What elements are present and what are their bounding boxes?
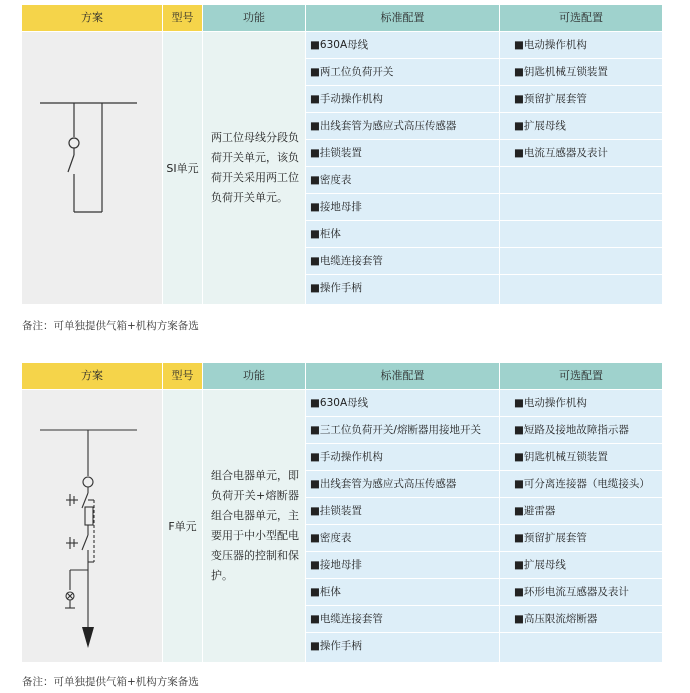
list-item: ■操作手柄 bbox=[306, 633, 499, 662]
standard-list bbox=[306, 390, 499, 662]
list-item: ■柜体 bbox=[306, 221, 499, 247]
table-si-unit bbox=[22, 5, 662, 305]
list-item: ■短路及接地故障指示器 bbox=[500, 417, 662, 443]
header-function: 功能 bbox=[203, 363, 305, 389]
list-item: ■柜体 bbox=[306, 579, 499, 605]
list-item bbox=[500, 194, 662, 220]
function-cell bbox=[203, 390, 305, 662]
f-circuit-diagram bbox=[22, 390, 162, 662]
list-item: ■钥匙机械互锁装置 bbox=[500, 444, 662, 470]
scheme-diagram-f bbox=[22, 390, 162, 662]
si-circuit-diagram bbox=[22, 32, 162, 304]
list-item: ■电流互感器及表计 bbox=[500, 140, 662, 166]
list-item bbox=[500, 275, 662, 304]
list-item: ■630A母线 bbox=[306, 32, 499, 58]
list-item: ■高压限流熔断器 bbox=[500, 606, 662, 632]
list-item bbox=[500, 633, 662, 662]
standard-list bbox=[306, 32, 499, 304]
list-item: ■电缆连接套管 bbox=[306, 248, 499, 274]
list-item bbox=[500, 167, 662, 193]
list-item: ■两工位负荷开关 bbox=[306, 59, 499, 85]
list-item: ■密度表 bbox=[306, 167, 499, 193]
header-standard: 标准配置 bbox=[306, 363, 499, 389]
list-item: ■避雷器 bbox=[500, 498, 662, 524]
header-scheme: 方案 bbox=[22, 363, 162, 389]
list-item: ■环形电流互感器及表计 bbox=[500, 579, 662, 605]
note-text: 备注：可单独提供气箱+机构方案备选 bbox=[22, 320, 199, 332]
list-item: ■扩展母线 bbox=[500, 552, 662, 578]
model-cell: F单元 bbox=[163, 390, 202, 662]
list-item: ■扩展母线 bbox=[500, 113, 662, 139]
header-optional: 可选配置 bbox=[500, 363, 662, 389]
list-item: ■电动操作机构 bbox=[500, 390, 662, 416]
list-item: ■预留扩展套管 bbox=[500, 86, 662, 112]
list-item: ■钥匙机械互锁装置 bbox=[500, 59, 662, 85]
list-item: ■手动操作机构 bbox=[306, 444, 499, 470]
list-item: ■电动操作机构 bbox=[500, 32, 662, 58]
header-scheme: 方案 bbox=[22, 5, 162, 31]
optional-list bbox=[500, 390, 662, 662]
table-f-unit bbox=[22, 363, 662, 663]
header-function: 功能 bbox=[203, 5, 305, 31]
list-item: ■接地母排 bbox=[306, 552, 499, 578]
list-item bbox=[500, 248, 662, 274]
list-item: ■电缆连接套管 bbox=[306, 606, 499, 632]
list-item bbox=[500, 221, 662, 247]
header-standard: 标准配置 bbox=[306, 5, 499, 31]
function-text: 两工位母线分段负荷开关单元，该负荷开关采用两工位负荷开关单元。 bbox=[211, 131, 299, 204]
note-text: 备注：可单独提供气箱+机构方案备选 bbox=[22, 676, 199, 688]
list-item: ■出线套管为感应式高压传感器 bbox=[306, 471, 499, 497]
list-item: ■三工位负荷开关/熔断器用接地开关 bbox=[306, 417, 499, 443]
header-model: 型号 bbox=[163, 363, 202, 389]
header-model: 型号 bbox=[163, 5, 202, 31]
model-cell: SI单元 bbox=[163, 32, 202, 304]
list-item: ■出线套管为感应式高压传感器 bbox=[306, 113, 499, 139]
list-item: ■挂锁装置 bbox=[306, 498, 499, 524]
header-optional: 可选配置 bbox=[500, 5, 662, 31]
function-cell bbox=[203, 32, 305, 304]
list-item: ■可分离连接器（电缆接头） bbox=[500, 471, 662, 497]
list-item: ■密度表 bbox=[306, 525, 499, 551]
function-text: 组合电器单元，即负荷开关+熔断器组合电器单元，主要用于中小型配电变压器的控制和保护。 bbox=[211, 469, 299, 582]
scheme-diagram-si bbox=[22, 32, 162, 304]
list-item: ■挂锁装置 bbox=[306, 140, 499, 166]
list-item: ■预留扩展套管 bbox=[500, 525, 662, 551]
list-item: ■接地母排 bbox=[306, 194, 499, 220]
list-item: ■操作手柄 bbox=[306, 275, 499, 304]
list-item: ■630A母线 bbox=[306, 390, 499, 416]
list-item: ■手动操作机构 bbox=[306, 86, 499, 112]
optional-list bbox=[500, 32, 662, 304]
